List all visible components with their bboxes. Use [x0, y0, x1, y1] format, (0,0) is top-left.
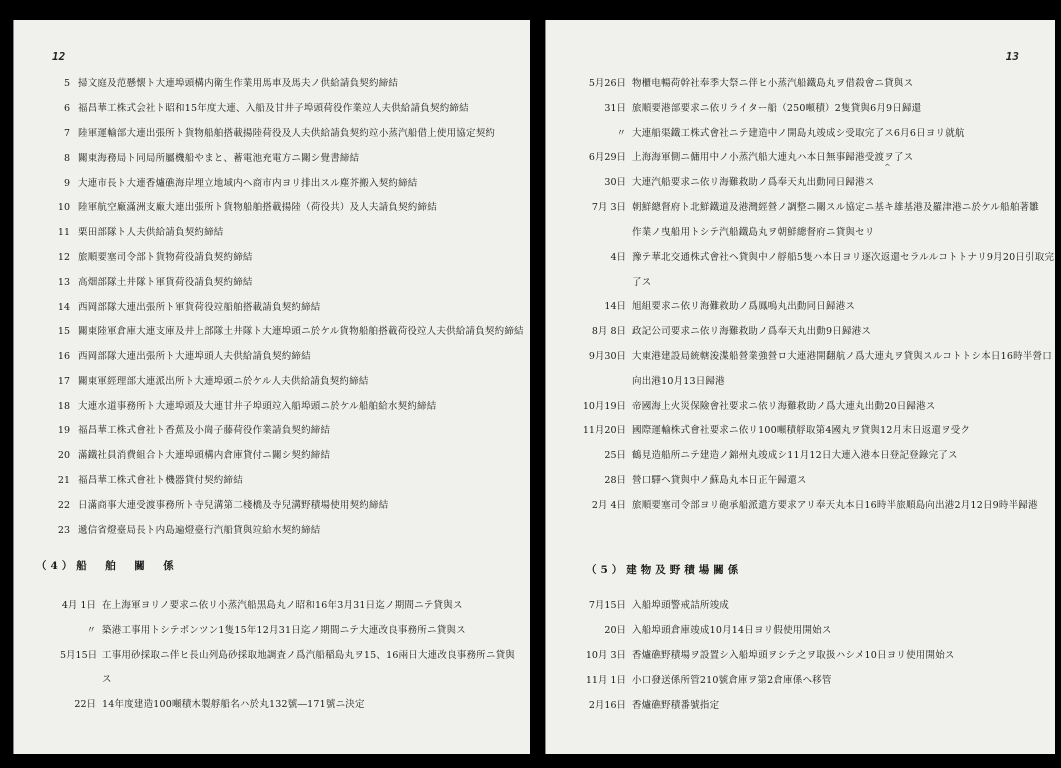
entry-row	[546, 347, 1055, 367]
entry-text: 旭組要求ニ依リ海難救助ノ爲鳳鳴丸出動同日歸港ス	[632, 301, 856, 312]
list-item	[14, 174, 530, 194]
list-item	[14, 273, 530, 293]
entry-text: 入船埠頭倉庫竣成10月14日ヨリ假使用開始ス	[632, 625, 832, 636]
entry-text: 作業ノ曳船用トシテ汽船鐵島丸ヲ朝鮮總督府ニ貸與セリ	[632, 227, 875, 238]
entry-row	[546, 372, 1055, 392]
entry-text: 築港工事用トシテポンツン1隻15年12月31日迄ノ期間ニテ大連改良事務所ニ貸與ス	[102, 625, 466, 636]
entry-text: 大連汽船要求ニ依リ海難救助ノ爲奉天丸出動同日歸港ス	[632, 177, 875, 188]
entry-text: 國際運輸株式會社要求ニ依リ100噸積艀取第4國丸ヲ貸與12月末日返還ヲ受ク	[632, 425, 971, 436]
item-text: 高畑部隊土井隊ト軍貨荷役請負契約締結	[78, 277, 253, 288]
entry-date: 9月30日	[588, 351, 626, 362]
left-page	[13, 20, 530, 754]
item-text: 西岡部隊大連出張所ト軍貨荷役竝船舶搭載請負契約締結	[78, 302, 321, 313]
entry-text: 政記公司要求ニ依リ海難救助ノ爲奉天丸出動9日歸港ス	[632, 326, 872, 337]
item-text: 關東海務局ト同局所屬機船やまと、蓄電池充電方ニ關シ覺書締結	[78, 153, 360, 164]
right-page	[545, 20, 1055, 754]
entry-text: 小口發送係所管210號倉庫ヲ第2倉庫係ヘ移管	[632, 675, 832, 686]
item-number: 20	[57, 450, 70, 461]
entry-date: 25日	[604, 450, 626, 461]
entry-row	[546, 397, 1055, 417]
entry-date: 14日	[604, 301, 626, 312]
item-text: 滿鐵社員消費組合ト大連埠頭構内倉庫貸付ニ關シ契約締結	[78, 450, 331, 461]
entry-text: 物櫃电暢荷幹社奉季大祭ニ伴ヒ小蒸汽船鐵島丸ヲ借殺會ニ貸與ス	[632, 78, 914, 89]
entry-date: 6月29日	[588, 152, 626, 163]
list-item	[14, 99, 530, 119]
item-text: 關東陸軍倉庫大連支庫及井上部隊土井隊ト大連埠頭ニ於ケル貨物船舶搭載荷役竝人夫供給請負契約締結	[78, 326, 524, 337]
list-item	[14, 471, 530, 491]
entry-text: 豫テ華北交通株式會社ヘ貸與中ノ艀船5隻ハ本日ヨリ逐次返還セラルルコトトナリ9月20日引取完	[632, 252, 1055, 263]
list-item	[14, 372, 530, 392]
item-text: 日滿商事大連受渡事務所ト寺兒溝第二棧橋及寺兒溝野積場使用契約締結	[78, 500, 389, 511]
list-item	[14, 446, 530, 466]
item-text: 栗田部隊ト人夫供給請負契約締結	[78, 227, 224, 238]
entry-row	[546, 446, 1055, 466]
entry-text: 香爐礁野積番號指定	[632, 700, 720, 711]
item-text: 大連水道事務所ト大連埠頭及大連甘井子埠頭竝入船埠頭ニ於ケル船舶給水契約締結	[78, 401, 437, 412]
entry-row	[546, 496, 1055, 516]
entry-row	[546, 322, 1055, 342]
entry-date: 20日	[604, 625, 626, 636]
entry-text: 向出港10月13日歸港	[632, 376, 725, 387]
item-text: 陸軍航空廠滿洲支廠大連出張所ト貨物船舶搭載揚陸（荷役共）及人夫請負契約締結	[78, 202, 437, 213]
item-number: 6	[63, 103, 70, 114]
list-item	[14, 223, 530, 243]
list-item	[14, 347, 530, 367]
entry-row	[546, 198, 1055, 218]
item-number: 12	[57, 252, 70, 263]
entry-text: ス	[102, 674, 112, 685]
entry-date: 22日	[74, 699, 96, 710]
entry-date: 11月 1日	[585, 675, 626, 686]
item-text: 掃文庭及范懸懐ト大連埠頭構内衛生作業用馬車及馬夫ノ供給請負契約締結	[78, 78, 399, 89]
entry-row	[14, 621, 530, 641]
entry-text: 在上海軍ヨリノ要求ニ依リ小蒸汽船黒島丸ノ昭和16年3月31日迄ノ期間ニテ貸與ス	[102, 600, 463, 611]
entry-row	[14, 646, 530, 666]
item-text: 福昌華工株式會社ト機器貸付契約締結	[78, 475, 243, 486]
section-title: （4）船 舶 關 係	[36, 560, 178, 572]
entry-text: 香爐礁野積場ヲ設置シ入船埠頭ヲシテ之ヲ取扱ハシメ10日ヨリ使用開始ス	[632, 650, 955, 661]
item-number: 22	[57, 500, 70, 511]
entry-date: 7月15日	[588, 600, 626, 611]
entry-row	[546, 421, 1055, 441]
item-text: 西岡部隊大連出張所ト大連埠頭人夫供給請負契約締結	[78, 351, 311, 362]
entry-row	[546, 646, 1055, 666]
entry-date: 7月 3日	[591, 202, 626, 213]
list-item	[14, 124, 530, 144]
entry-date: 4月 1日	[61, 600, 96, 611]
entry-date: 5月15日	[60, 650, 98, 661]
entry-row	[546, 148, 1055, 168]
entry-text: 了ス	[632, 277, 652, 288]
section-title: （5）建物及野積場關係	[586, 564, 743, 576]
entry-date: 8月 8日	[591, 326, 626, 337]
item-text: 旅順要塞司令部ト貨物荷役請負契約締結	[78, 252, 253, 263]
list-item	[14, 521, 530, 541]
entry-row	[546, 248, 1055, 268]
item-number: 18	[57, 401, 70, 412]
item-text: 遞信省燈臺局長ト内島遍燈臺行汽船貸與竝給水契約締結	[78, 525, 321, 536]
item-number: 11	[57, 227, 70, 238]
entry-text: 入船埠頭警戒詰所竣成	[632, 600, 730, 611]
entry-text: 上海海軍側ニ傭用中ノ小蒸汽船大連丸ハ本日無事歸港受渡ヲ了ス	[632, 152, 914, 163]
item-number: 23	[57, 525, 70, 536]
entry-row	[14, 695, 530, 715]
item-number: 9	[63, 178, 70, 189]
entry-date: 28日	[604, 475, 626, 486]
entry-row	[546, 671, 1055, 691]
item-number: 7	[63, 128, 70, 139]
list-item	[14, 298, 530, 318]
entry-row	[546, 223, 1055, 243]
entry-row	[546, 621, 1055, 641]
entry-date: 31日	[604, 103, 626, 114]
item-number: 17	[57, 376, 70, 387]
item-number: 10	[57, 202, 70, 213]
item-text: 陸軍運輸部大連出張所ト貨物船舶搭載揚陸荷役及人夫供給請負契約竝小蒸汽船借上使用協定契約	[78, 128, 496, 139]
entry-text: 鶴見造船所ニテ建造ノ錦州丸竣成シ11月12日大連入港本日登記登錄完了ス	[632, 450, 958, 461]
entry-date: 10月 3日	[585, 650, 626, 661]
entry-text: 大連船渠鐵工株式會社ニテ建造中ノ開島丸竣成シ受取完了ス6月6日ヨリ就航	[632, 128, 965, 139]
entry-row	[14, 596, 530, 616]
insertion-mark: ^	[884, 163, 891, 172]
entry-date: 5月26日	[588, 78, 626, 89]
entry-date: 4日	[610, 252, 626, 263]
list-item	[14, 74, 530, 94]
entry-date: 11月20日	[582, 425, 626, 436]
entry-text: 工事用砂採取ニ伴ヒ長山列島砂採取地調査ノ爲汽船稲島丸ヲ15、16兩日大連改良事務所ニ貸與	[102, 650, 515, 661]
item-number: 13	[57, 277, 70, 288]
list-item	[14, 322, 530, 342]
item-number: 19	[57, 425, 70, 436]
entry-row	[546, 124, 1055, 144]
item-number: 14	[57, 302, 70, 313]
item-text: 大連市長ト大連香爐礁海岸埋立地域内ヘ商市内ヨリ排出スル塵芥搬入契約締結	[78, 178, 418, 189]
entry-row	[546, 596, 1055, 616]
entry-text: 營口驛ヘ貸與中ノ蘇島丸本日正午歸還ス	[632, 475, 807, 486]
item-text: 關東軍經理部大連派出所ト大連埠頭ニ於ケル人夫供給請負契約締結	[78, 376, 369, 387]
item-number: 16	[57, 351, 70, 362]
list-item	[14, 248, 530, 268]
entry-row	[546, 696, 1055, 716]
entry-date: 30日	[604, 177, 626, 188]
entry-row	[546, 471, 1055, 491]
entry-date: 〃	[86, 625, 96, 636]
entry-text: 大東港建設局統轄浚渫船營業強營ロ大連港開翻航ノ爲大連丸ヲ貸與スルコトトシ本日16時半營口	[632, 351, 1052, 362]
entry-row	[546, 74, 1055, 94]
entry-text: 旅順要港部要求ニ依リライター船（250噸積）2隻貸與6月9日歸還	[632, 103, 922, 114]
list-item	[14, 149, 530, 169]
page-number: 12	[52, 50, 66, 63]
list-item	[14, 198, 530, 218]
list-item	[14, 421, 530, 441]
list-item	[14, 397, 530, 417]
item-number: 8	[63, 153, 70, 164]
entry-row	[546, 273, 1055, 293]
entry-row	[14, 670, 530, 690]
entry-row	[546, 297, 1055, 317]
entry-text: 朝鮮總督府ト北鮮鐵道及港灣經營ノ調整ニ關スル協定ニ基キ雄基港及羅津港ニ於ケル船舶著雛	[632, 202, 1039, 213]
item-number: 15	[57, 326, 70, 337]
entry-date: 〃	[616, 128, 626, 139]
item-number: 21	[57, 475, 70, 486]
entry-row	[546, 173, 1055, 193]
entry-text: 14年度建造100噸積木製艀船名ハ於丸132號―171號ニ決定	[102, 699, 365, 710]
page-number: 13	[1005, 50, 1019, 63]
entry-text: 旅順要塞司令部ヨリ砲承船派遣方要求アリ奉天丸本日16時半旅順島向出港2月12日9時半歸港	[632, 500, 1038, 511]
entry-date: 2月16日	[588, 700, 626, 711]
item-text: 福昌華工株式会社ト昭和15年度大連、入船及甘井子埠頭荷役作業竝人夫供給請負契約締結	[78, 103, 469, 114]
entry-date: 10月19日	[582, 401, 626, 412]
item-text: 福昌華工株式會社ト香蕉及小崗子藤荷役作業請負契約締結	[78, 425, 331, 436]
item-number: 5	[63, 78, 70, 89]
entry-text: 帝國海上火災保險會社要求ニ依リ海難救助ノ爲大連丸出動20日歸港ス	[632, 401, 936, 412]
list-item	[14, 496, 530, 516]
entry-date: 2月 4日	[591, 500, 626, 511]
entry-row	[546, 99, 1055, 119]
